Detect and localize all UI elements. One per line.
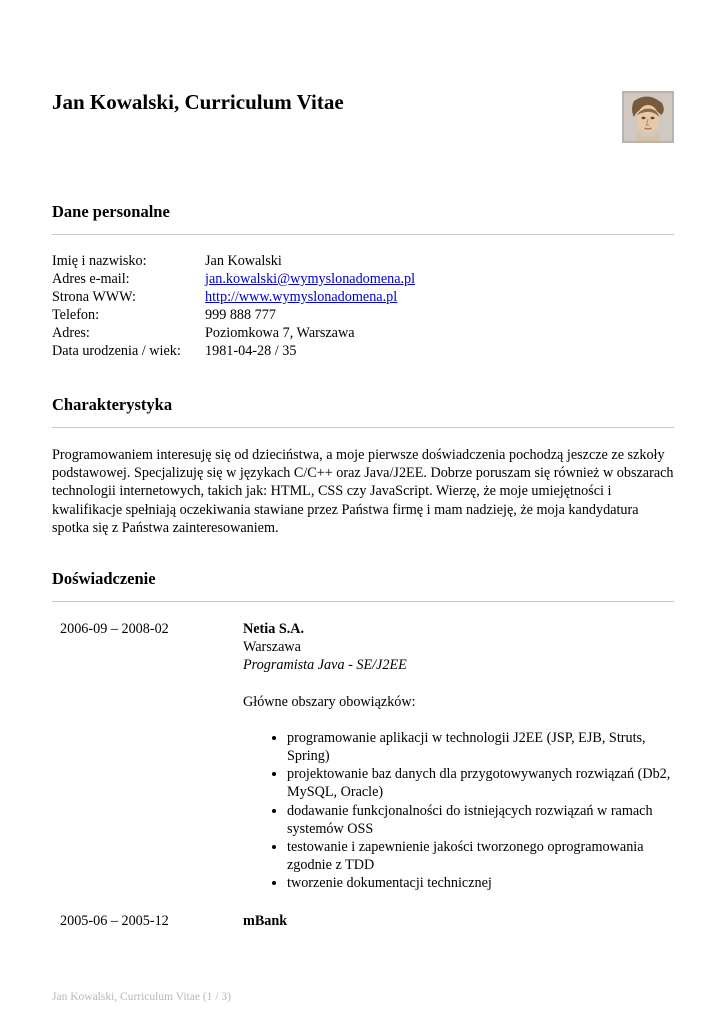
personal-divider: [52, 234, 674, 235]
experience-divider: [52, 601, 674, 602]
row-label: Telefon:: [52, 307, 100, 323]
experience-heading: Doświadczenie: [52, 569, 156, 588]
page-title: Jan Kowalski, Curriculum Vitae: [52, 90, 344, 114]
list-item: • tworzenie dokumentacji technicznej: [287, 874, 673, 892]
job-company: mBank: [243, 913, 288, 929]
list-item: • projektowanie baz danych dla przygotowywanych rozwiązań (Db2, MySQL, Oracle): [287, 765, 673, 801]
row-label: Strona WWW:: [52, 289, 136, 305]
row-label: Data urodzenia / wiek:: [52, 343, 181, 359]
row-label: Adres:: [52, 325, 90, 341]
job-entry: [243, 620, 673, 893]
row-value: 1981-04-28 / 35: [205, 343, 297, 359]
job-entry: [243, 912, 673, 930]
row-label: Adres e-mail:: [52, 271, 130, 287]
job-role: Programista Java - SE/J2EE: [243, 657, 407, 674]
list-item: • testowanie i zapewnienie jakości tworzonego oprogramowania zgodnie z TDD: [287, 838, 673, 874]
characteristic-divider: [52, 427, 674, 428]
page-footer: Jan Kowalski, Curriculum Vitae (1 / 3): [52, 991, 231, 1003]
row-label: Imię i nazwisko:: [52, 253, 147, 269]
characteristic-paragraph: Programowaniem interesuję się od dzieciństwa, a moje pierwsze doświadczenia pochodzą jeszcze ze szkoły podstawowej. Specjalizuję się w językach C/C++ oraz Java/J2EE. Dobrze poruszam się również w obszarach technologii internetowych, takich jak: HTML, CSS czy JavaScript. Wierzę, że moje umiejętności i kwalifikacje spełniają oczekiwania stawiane przez Państwa firmę i mam nadzieję, że moja kandydatura spotka się z Państwa zainteresowaniem.: [52, 447, 674, 536]
row-value: 999 888 777: [205, 307, 276, 323]
job-dates: 2005-06 – 2005-12: [60, 913, 169, 929]
email-link[interactable]: jan.kowalski@wymyslonadomena.pl: [205, 271, 416, 287]
list-item: • programowanie aplikacji w technologii J2EE (JSP, EJB, Struts, Spring): [287, 729, 673, 765]
job-city: Warszawa: [243, 639, 301, 656]
portrait-photo-icon: [622, 91, 674, 143]
duties-list: [243, 729, 673, 893]
personal-data-heading: Dane personalne: [52, 202, 170, 221]
job-dates: 2006-09 – 2008-02: [60, 621, 169, 637]
row-value: Poziomkowa 7, Warszawa: [205, 325, 355, 341]
job-company: Netia S.A.: [243, 621, 305, 637]
list-item: • dodawanie funkcjonalności do istniejących rozwiązań w ramach systemów OSS: [287, 802, 673, 838]
row-value: Jan Kowalski: [205, 253, 282, 269]
duties-label: Główne obszary obowiązków:: [243, 693, 416, 710]
website-link[interactable]: http://www.wymyslonadomena.pl: [205, 289, 398, 305]
characteristic-heading: Charakterystyka: [52, 395, 173, 414]
